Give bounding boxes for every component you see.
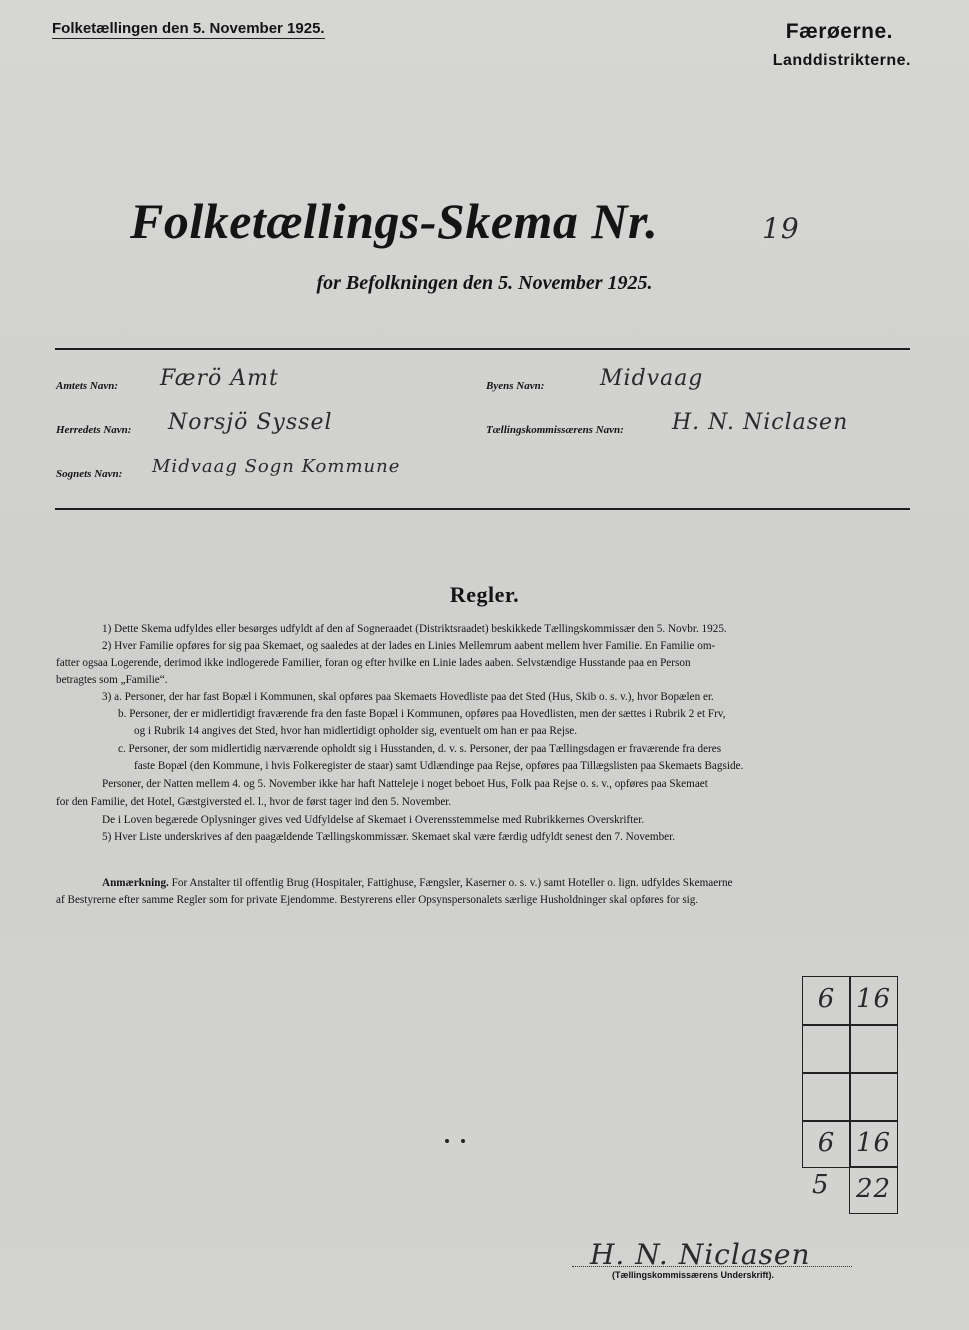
amt-label: Amtets Navn:: [56, 380, 119, 392]
rule-line-10: Personer, der Natten mellem 4. og 5. November ikke har haft Natteleje i noget beboet Hus, Folk paa Rejse o. s. v., opføres paa Skemaet: [102, 778, 708, 790]
tally-cell: 6: [802, 1120, 851, 1168]
signature: H. N. Niclasen: [590, 1238, 811, 1271]
rules-heading: Regler.: [449, 582, 520, 607]
tally-cell: [849, 1024, 898, 1074]
header-district-type: Landdistrikterne.: [772, 52, 911, 69]
header-census-date: Folketællingen den 5. November 1925.: [52, 20, 325, 37]
tally-cell: 16: [849, 1120, 898, 1168]
tally-cell: [849, 1072, 898, 1122]
amt-value: Færö Amt: [160, 366, 279, 391]
rule-line-12: De i Loven begærede Oplysninger gives ved Udfyldelse af Skemaet i Overensstemmelse med Rubrikkernes Overskrifter.: [102, 814, 645, 826]
form-number: 19: [762, 212, 800, 245]
by-label: Byens Navn:: [486, 380, 545, 392]
bottom-divider: [55, 508, 910, 510]
note-label: Anmærkning.: [102, 877, 169, 889]
form-subtitle: for Befolkningen den 5. November 1925.: [316, 272, 653, 294]
kommissaer-label: Tællingskommissærens Navn:: [486, 424, 624, 436]
ink-dot: [461, 1139, 465, 1143]
note-text-1: For Anstalter til offentlig Brug (Hospitaler, Fattighuse, Fængsler, Kaserner o. s. v.) samt Hoteller o. lign. udfyldes Skemaerne: [171, 877, 733, 889]
form-title: Folketællings-Skema Nr.: [130, 193, 659, 249]
note-line-1: [102, 876, 733, 891]
rule-line-4: betragtes som „Familie“.: [56, 674, 168, 686]
herred-value: Norsjö Syssel: [168, 410, 333, 435]
kommissaer-value: H. N. Niclasen: [672, 410, 849, 435]
tally-cell: 16: [849, 976, 898, 1026]
top-divider: [55, 348, 910, 350]
rule-line-11: for den Familie, det Hotel, Gæstgiversted el. l., hvor de først tager ind den 5. November.: [56, 796, 452, 808]
note-line-2: af Bestyrerne efter samme Regler som for private Ejendomme. Bestyrerens eller Opsynspersonalets særlige Husholdninger skal opføres for sig.: [56, 894, 699, 906]
rule-line-1: 1) Dette Skema udfyldes eller besørges udfyldt af den af Sogneraadet (Distriktsraadet) beskikkede Tællingskommissær den 5. Novbr. 1925.: [102, 623, 727, 635]
rule-line-13: 5) Hver Liste underskrives af den paagældende Tællingskommissær. Skemaet skal være færdig udfyldt senest den 7. November.: [102, 831, 676, 843]
tally-cell: [802, 1024, 851, 1074]
sogn-label: Sognets Navn:: [56, 468, 123, 480]
herred-label: Herredets Navn:: [56, 424, 132, 436]
signature-caption: (Tællingskommissærens Underskrift).: [612, 1270, 775, 1280]
tally-cell: [802, 1072, 851, 1122]
rule-line-6: b. Personer, der er midlertidigt fraværende fra den faste Bopæl i Kommunen, opføres paa Hovedlisten, men der sættes i Rubrik 2 et Frv,: [118, 708, 726, 720]
rule-line-5: 3) a. Personer, der har fast Bopæl i Kommunen, skal opføres paa Skemaets Hovedliste paa det Sted (Hus, Skib o. s. v.), hvor Bopælen er.: [102, 691, 714, 703]
signature-line: [572, 1266, 852, 1267]
rule-line-3: fatter ogsaa Logerende, derimod ikke indlogerede Familier, foran og efter hvilke en Linie lades aaben. Selvstændige Husstande paa en Person: [56, 657, 691, 669]
tally-extra-right: 22: [849, 1166, 898, 1214]
rule-line-7: og i Rubrik 14 angives det Sted, hvor han midlertidigt opholder sig, eventuelt om han er paa Rejse.: [134, 725, 578, 737]
sogn-value: Midvaag Sogn Kommune: [152, 456, 401, 477]
rule-line-9: faste Bopæl (den Kommune, i hvis Folkeregister de staar) samt Udlændinge paa Rejse, opføres paa Tillægslisten paa Skemaets Bagside.: [134, 760, 744, 772]
tally-extra-left: 5: [812, 1170, 830, 1200]
rule-line-2: 2) Hver Familie opføres for sig paa Skemaet, og saaledes at der lades en Linies Mellemrum aabent mellem hver Familie. En Familie om-: [102, 640, 716, 652]
rule-line-8: c. Personer, der som midlertidig nærværende opholdt sig i Husstanden, d. v. s. Personer, der paa Tællingsdagen er fraværende fra deres: [118, 743, 722, 755]
header-region: Færøerne.: [785, 20, 893, 43]
by-value: Midvaag: [600, 366, 704, 391]
tally-cell: 6: [802, 976, 851, 1026]
ink-dot: [445, 1139, 449, 1143]
